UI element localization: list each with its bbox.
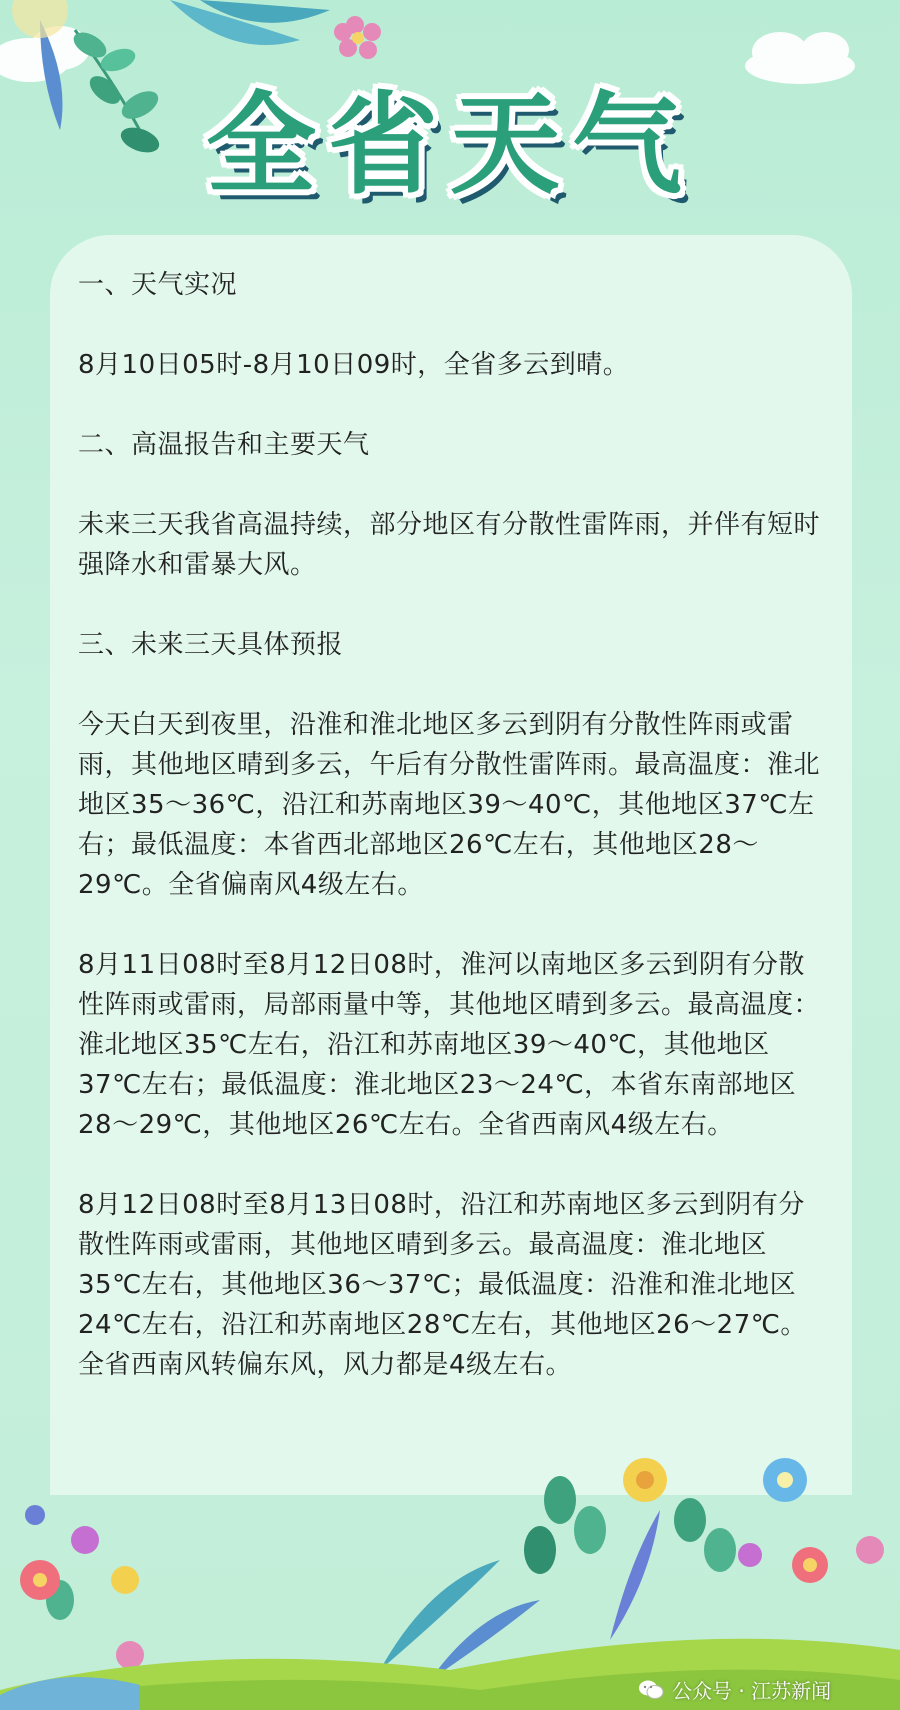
flower-icon	[20, 1458, 884, 1669]
forecast-today-text: 今天白天到夜里，沿淮和淮北地区多云到阴有分散性阵雨或雷雨，其他地区晴到多云，午后有分散性雷阵雨。最高温度：淮北地区35～36℃，沿江和苏南地区39～40℃，其他地区37℃左右；最低温度：本省西北部地区26℃左右，其他地区28～29℃。全省偏南风4级左右。	[78, 710, 821, 900]
heat-report-text: 未来三天我省高温持续，部分地区有分散性雷阵雨，并伴有短时强降水和雷暴大风。	[78, 510, 821, 580]
section-heading-weather-now: 一、天气实况	[78, 270, 238, 300]
forecast-card	[50, 235, 852, 1495]
bottom-decoration	[0, 1440, 900, 1710]
page-title: 全省天气	[206, 81, 694, 209]
flower-icon	[334, 16, 381, 59]
weather-now-text: 8月10日05时-8月10日09时，全省多云到晴。	[78, 350, 630, 380]
wechat-watermark	[638, 1675, 831, 1704]
wechat-icon	[638, 1679, 664, 1701]
section-heading-forecast: 三、未来三天具体预报	[78, 630, 344, 660]
section-heading-heat-report: 二、高温报告和主要天气	[78, 430, 370, 460]
watermark-label: 公众号 · 江苏新闻	[672, 1679, 832, 1703]
forecast-day3-text: 8月12日08时至8月13日08时，沿江和苏南地区多云到阴有分散性阵雨或雷雨，其他地区晴到多云。最高温度：淮北地区35℃左右，其他地区36～37℃；最低温度：沿淮和淮北地区24℃左右，沿江和苏南地区28℃左右，其他地区26～27℃。全省西南风转偏东风，风力都是4级左右。	[78, 1190, 807, 1380]
forecast-day2-text: 8月11日08时至8月12日08时，淮河以南地区多云到阴有分散性阵雨或雷雨，局部雨量中等，其他地区晴到多云。最高温度：淮北地区35℃左右，沿江和苏南地区39～40℃，其他地区37℃左右；最低温度：淮北地区23～24℃，本省东南部地区28～29℃，其他地区26℃左右。全省西南风4级左右。	[78, 950, 821, 1140]
